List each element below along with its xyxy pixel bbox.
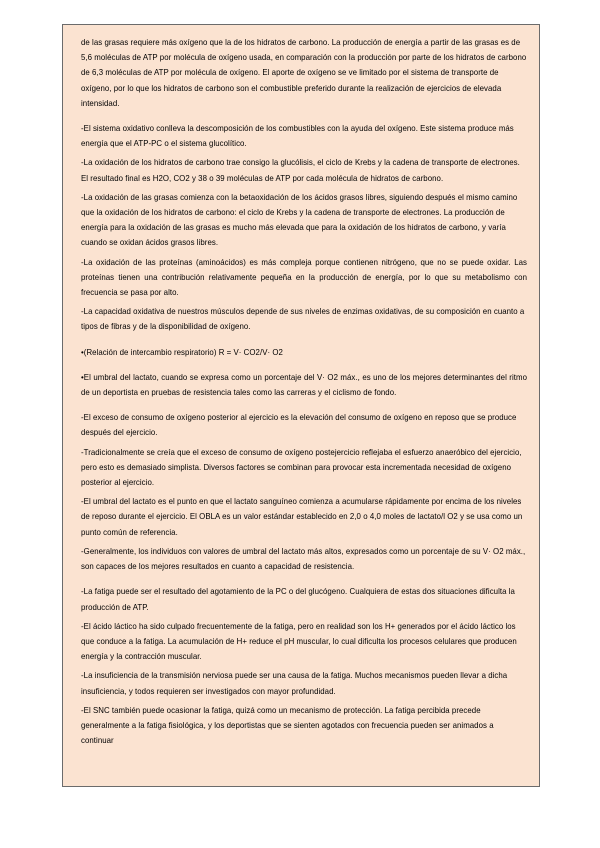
paragraph-lactate-threshold-obla: -El umbral del lactato es el punto en que el lactato sanguíneo comienza a acumularse rápidamente por encima de los niveles de reposo durante el ejercicio. El OBLA es un valor estándar establecido en 2,0 o 4,0 moles de lactato/l O2 y se usa como un punto común de referencia. <box>81 497 523 537</box>
paragraph-fat-oxidation-intro: de las grasas requiere más oxígeno que la de los hidratos de carbono. La producción de energía a partir de las grasas es de 5,6 moléculas de ATP por molécula de oxígeno usada, en comparación con la producción por parte de los hidratos de carbono de 6,3 moléculas de ATP por molécula de oxígeno. El aporte de oxígeno se ve limitado por el sistema de transporte de oxígeno, por lo que los hidratos de carbono son el combustible preferido durante la realización de ejercicios de elevada intensidad. <box>81 38 527 108</box>
paragraph-epoc-tradition: -Tradicionalmente se creía que el exceso de consumo de oxígeno postejercicio reflejaba el esfuerzo anaeróbico del ejercicio, pero esto es demasiado simplista. Diversos factores se combinan para provocar esta incrementada necesidad de oxígeno posterior al ejercicio. <box>81 447 522 488</box>
paragraph-lactate-threshold-vo2: •El umbral del lactato, cuando se expresa como un porcentaje del V· O2 máx., es uno de los mejores determinantes del ritmo de un deportista en pruebas de resistencia tales como las carreras y el ciclismo de fondo. <box>81 372 527 398</box>
paragraph-carbohydrate-oxidation: -La oxidación de los hidratos de carbono trae consigo la glucólisis, el ciclo de Krebs y la cadena de transporte de electrones. El resultado final es H2O, CO2 y 38 o 39 moléculas de ATP por cada molécula de hidratos de carbono. <box>81 158 520 183</box>
document-page <box>62 24 540 787</box>
paragraph-oxidative-system: -El sistema oxidativo conlleva la descomposición de los combustibles con la ayuda del oxígeno. Este sistema produce más energía que el ATP-PC o el sistema glucolítico. <box>81 124 514 149</box>
paragraph-fat-oxidation: -La oxidación de las grasas comienza con la betaoxidación de los ácidos grasos libres, siguiendo después el mismo camino que la oxidación de los hidratos de carbono: el ciclo de Krebs y la cadena de transporte de electrones. La producción de energía para la oxidación de las grasas es mucho más elevada que para la oxidación de los hidratos de carbono, y varía cuando se oxidan ácidos grasos libres. <box>81 192 518 248</box>
paragraph-fatigue-lactic-acid: -El ácido láctico ha sido culpado frecuentemente de la fatiga, pero en realidad son los H+ generados por el ácido láctico los que conduce a la fatiga. La acumulación de H+ reduce el pH muscular, lo cual dificulta los procesos celulares que producen energía y la contracción muscular. <box>81 621 517 662</box>
paragraph-fatigue-nerve-transmission: -La insuficiencia de la transmisión nerviosa puede ser una causa de la fatiga. Muchos mecanismos pueden llevar a dicha insuficiencia, y todos requieren ser investigados con mayor profundidad. <box>81 671 508 696</box>
paragraph-protein-oxidation: -La oxidación de las proteínas (aminoácidos) es más compleja porque contienen nitrógeno, que no se puede oxidar. Las proteínas tienen una contribución relativamente pequeña en la producción de energía, por lo que su metabolismo con frecuencia se pasa por alto. <box>81 257 527 298</box>
paragraph-fatigue-depletion: -La fatiga puede ser el resultado del agotamiento de la PC o del glucógeno. Cualquiera de estas dos situaciones dificulta la producción de ATP. <box>81 587 515 612</box>
paragraph-oxidative-capacity: -La capacidad oxidativa de nuestros músculos depende de sus niveles de enzimas oxidativas, de su composición en cuanto a tipos de fibras y de la disponibilidad de oxígeno. <box>81 307 525 332</box>
paragraph-lactate-threshold-performance: -Generalmente, los individuos con valores de umbral del lactato más altos, expresados como un porcentaje de su V· O2 máx., son capaces de los mejores resultados en cuanto a capacidad de resistencia. <box>81 546 526 572</box>
paragraph-respiratory-exchange-ratio: •(Relación de intercambio respiratorio) R = V· CO2/V· O2 <box>81 347 283 357</box>
paragraph-epoc-definition: -El exceso de consumo de oxígeno posterior al ejercicio es la elevación del consumo de oxígeno en reposo que se produce después del ejercicio. <box>81 413 517 438</box>
paragraph-fatigue-cns: -El SNC también puede ocasionar la fatiga, quizá como un mecanismo de protección. La fatiga percibida precede generalmente a la fatiga fisiológica, y los deportistas que se sienten agotados con frecuencia pueden ser animados a continuar <box>81 705 494 746</box>
